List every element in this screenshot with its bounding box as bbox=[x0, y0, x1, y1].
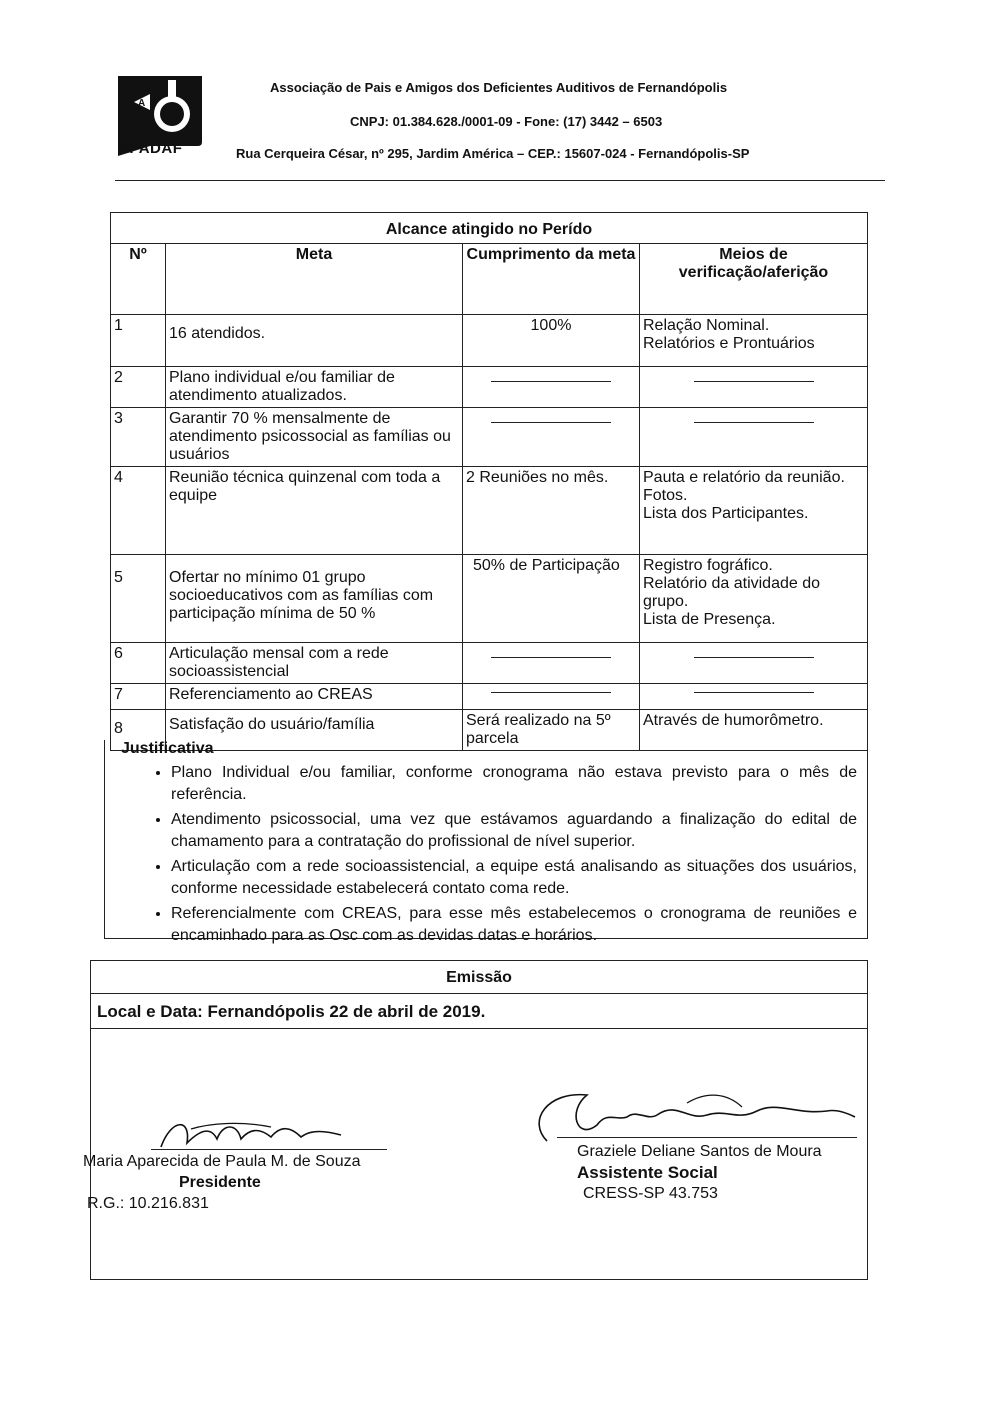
justificativa-title: Justificativa bbox=[121, 740, 214, 757]
signatory-right bbox=[577, 1141, 822, 1204]
signatory-right-role: Assistente Social bbox=[577, 1163, 718, 1182]
row-meta: Ofertar no mínimo 01 grupo socioeducativos com as famílias com participação mínima de 50 % bbox=[166, 555, 463, 643]
header-rule bbox=[115, 180, 885, 181]
row-meta: Reunião técnica quinzenal com toda a equipe bbox=[166, 467, 463, 555]
header-cumprimento: Cumprimento da meta bbox=[463, 244, 640, 315]
row-cumprimento bbox=[463, 408, 640, 467]
row-meios bbox=[640, 408, 868, 467]
row-meios bbox=[640, 367, 868, 408]
row-meta: Referenciamento ao CREAS bbox=[166, 684, 463, 710]
signatory-left-id: R.G.: 10.216.831 bbox=[87, 1195, 209, 1212]
row-num: 7 bbox=[111, 684, 166, 710]
row-meios bbox=[640, 643, 868, 684]
emissao-section bbox=[83, 960, 868, 1280]
row-cumprimento bbox=[463, 643, 640, 684]
list-item: • Plano Individual e/ou familiar, conforme cronograma não estava previsto para o mês de referência. bbox=[171, 762, 857, 806]
empty-dash bbox=[694, 422, 814, 423]
row-cumprimento: 50% de Participação bbox=[463, 555, 640, 643]
org-name: Associação de Pais e Amigos dos Deficientes Auditivos de Fernandópolis bbox=[270, 80, 728, 95]
signatory-right-name: Graziele Deliane Santos de Moura bbox=[577, 1143, 822, 1160]
header-meios: Meios de verificação/aferição bbox=[640, 244, 868, 315]
list-item: • Atendimento psicossocial, uma vez que estávamos aguardando a finalização do edital de chamamento para a contratação do profissional de nível superior. bbox=[171, 809, 857, 853]
table-row bbox=[111, 367, 867, 408]
row-meios: Relação Nominal. Relatórios e Prontuários bbox=[640, 315, 868, 367]
justificativa-section bbox=[104, 740, 868, 944]
goals-table bbox=[110, 212, 868, 751]
empty-dash bbox=[694, 381, 814, 382]
empty-dash bbox=[491, 381, 611, 382]
table-row bbox=[111, 467, 867, 555]
local-data: Local e Data: Fernandópolis 22 de abril de 2019. bbox=[91, 994, 867, 1029]
row-cumprimento: Será realizado na 5º parcela bbox=[463, 710, 640, 751]
table-row bbox=[111, 684, 867, 710]
header-num: Nº bbox=[111, 244, 166, 315]
signature-line-right bbox=[557, 1137, 857, 1138]
signatory-left-name: Maria Aparecida de Paula M. de Souza bbox=[83, 1153, 361, 1170]
row-meta: Articulação mensal com a rede socioassistencial bbox=[166, 643, 463, 684]
row-meta: Plano individual e/ou familiar de atendimento atualizados. bbox=[166, 367, 463, 408]
row-meta: 16 atendidos. bbox=[166, 315, 463, 367]
empty-dash bbox=[491, 657, 611, 658]
cnpj-line: CNPJ: 01.384.628./0001-09 - Fone: (17) 3442 – 6503 bbox=[350, 114, 663, 129]
table-title: Alcance atingido no Perído bbox=[111, 213, 867, 244]
emissao-title: Emissão bbox=[91, 961, 867, 994]
justificativa-list bbox=[105, 762, 867, 947]
row-meta: Garantir 70 % mensalmente de atendimento psicossocial as famílias ou usuários bbox=[166, 408, 463, 467]
svg-text:A: A bbox=[138, 98, 146, 109]
signatory-left-role: Presidente bbox=[179, 1174, 261, 1191]
empty-dash bbox=[694, 692, 814, 693]
row-num: 4 bbox=[111, 467, 166, 555]
signatory-right-id: CRESS-SP 43.753 bbox=[583, 1185, 718, 1202]
signature-line-left bbox=[151, 1149, 387, 1150]
row-num: 3 bbox=[111, 408, 166, 467]
row-num: 2 bbox=[111, 367, 166, 408]
row-meios bbox=[640, 684, 868, 710]
row-cumprimento: 100% bbox=[463, 315, 640, 367]
row-cumprimento bbox=[463, 367, 640, 408]
logo-text: APADAF bbox=[118, 140, 183, 157]
row-num: 8 bbox=[111, 710, 166, 751]
header-meta: Meta bbox=[166, 244, 463, 315]
address-line: Rua Cerqueira César, nº 295, Jardim América – CEP.: 15607-024 - Fernandópolis-SP bbox=[236, 146, 750, 161]
table-row bbox=[111, 643, 867, 684]
empty-dash bbox=[491, 692, 611, 693]
row-meios: Pauta e relatório da reunião. Fotos. Lista dos Participantes. bbox=[640, 467, 868, 555]
empty-dash bbox=[491, 422, 611, 423]
row-cumprimento bbox=[463, 684, 640, 710]
table-row bbox=[111, 555, 867, 643]
row-meta: Satisfação do usuário/família bbox=[166, 710, 463, 751]
row-meios: Através de humorômetro. bbox=[640, 710, 868, 751]
table-row bbox=[111, 315, 867, 367]
row-meios: Registro fográfico. Relatório da atividade do grupo. Lista de Presença. bbox=[640, 555, 868, 643]
empty-dash bbox=[694, 657, 814, 658]
row-num: 5 bbox=[111, 555, 166, 643]
list-item: • Referencialmente com CREAS, para esse mês estabelecemos o cronograma de reuniões e encaminhado para as Osc com as devidas datas e horários. bbox=[171, 903, 857, 947]
list-item: • Articulação com a rede socioassistencial, a equipe está analisando as situações dos usuários, conforme necessidade estabelecerá contato coma rede. bbox=[171, 856, 857, 900]
row-num: 6 bbox=[111, 643, 166, 684]
table-row bbox=[111, 408, 867, 467]
row-cumprimento: 2 Reuniões no mês. bbox=[463, 467, 640, 555]
row-num: 1 bbox=[111, 315, 166, 367]
signatory-left bbox=[83, 1151, 361, 1214]
